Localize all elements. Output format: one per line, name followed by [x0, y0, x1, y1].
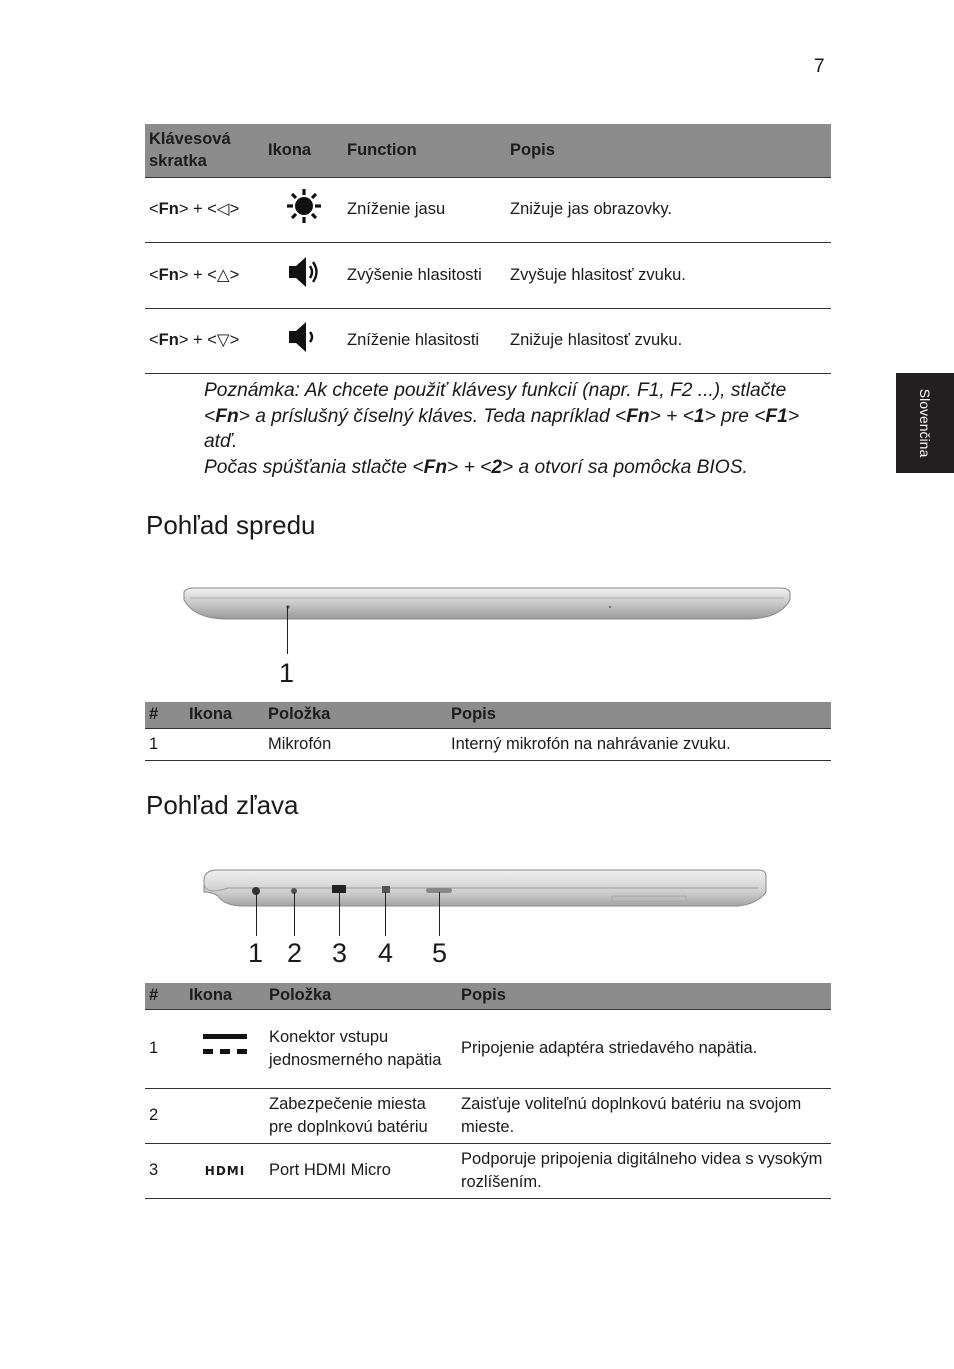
col-header: Klávesová skratka	[145, 124, 264, 177]
col-header: Položka	[264, 702, 447, 728]
description-cell: Podporuje pripojenia digitálneho videa s vysokým rozlíšením.	[457, 1143, 831, 1198]
col-header: Ikona	[264, 124, 343, 177]
callout-number: 2	[287, 938, 303, 968]
col-header: #	[145, 983, 185, 1009]
shortcut-cell: <Fn> + <◁>	[145, 177, 264, 242]
callout-number: 5	[432, 938, 448, 968]
table-row	[145, 728, 831, 760]
callout-line	[339, 892, 340, 936]
col-header: Ikona	[185, 983, 265, 1009]
brightness-down-icon	[284, 186, 324, 226]
callout-number: 3	[332, 938, 348, 968]
left-view-illustration	[198, 866, 770, 914]
callout-number: 1	[279, 658, 295, 688]
col-header: Popis	[506, 124, 831, 177]
language-tab	[896, 373, 954, 473]
description-cell: Znižuje jas obrazovky.	[506, 177, 831, 242]
callout-line	[256, 892, 257, 936]
function-cell: Zníženie jasu	[343, 177, 506, 242]
shortcut-cell: <Fn> + <▽>	[145, 308, 264, 373]
volume-down-icon	[284, 317, 324, 357]
table-row	[145, 177, 831, 242]
table-row	[145, 242, 831, 308]
function-cell: Zvýšenie hlasitosti	[343, 242, 506, 308]
left-view-title: Pohľad zľava	[146, 790, 299, 820]
callout-line	[287, 606, 288, 654]
dc-in-icon	[201, 1031, 249, 1059]
callout-number: 4	[378, 938, 394, 968]
page-number: 7	[814, 56, 825, 77]
description-cell: Interný mikrofón na nahrávanie zvuku.	[447, 728, 831, 760]
shortcut-cell: <Fn> + <△>	[145, 242, 264, 308]
front-view-illustration	[180, 586, 794, 626]
description-cell: Zaisťuje voliteľnú doplnkovú batériu na svojom mieste.	[457, 1088, 831, 1143]
fn-key-table	[145, 124, 831, 374]
col-header: Popis	[457, 983, 831, 1009]
row-number: 3	[145, 1143, 185, 1198]
description-cell: Znižuje hlasitosť zvuku.	[506, 308, 831, 373]
volume-up-icon	[284, 252, 324, 292]
item-cell: Mikrofón	[264, 728, 447, 760]
row-number: 1	[145, 728, 185, 760]
col-header: #	[145, 702, 185, 728]
item-cell: Zabezpečenie miesta pre doplnkovú batériu	[265, 1088, 457, 1143]
item-cell: Port HDMI Micro	[265, 1143, 457, 1198]
front-view-title: Pohľad spredu	[146, 510, 316, 540]
front-view-table	[145, 702, 831, 761]
description-cell: Pripojenie adaptéra striedavého napätia.	[457, 1009, 831, 1088]
function-cell: Zníženie hlasitosti	[343, 308, 506, 373]
col-header: Položka	[265, 983, 457, 1009]
note	[204, 378, 834, 480]
col-header: Function	[343, 124, 506, 177]
hdmi-icon: HDMI	[204, 1163, 246, 1178]
callout-line	[385, 892, 386, 936]
row-number: 2	[145, 1088, 185, 1143]
left-view-table	[145, 983, 831, 1199]
table-row	[145, 1009, 831, 1088]
note-line-2: Počas spúšťania stlačte <Fn> + <2> a otvorí sa pomôcka BIOS.	[204, 456, 748, 478]
description-cell: Zvyšuje hlasitosť zvuku.	[506, 242, 831, 308]
table-row	[145, 308, 831, 373]
item-cell: Konektor vstupu jednosmerného napätia	[265, 1009, 457, 1088]
callout-line	[294, 892, 295, 936]
table-row	[145, 1088, 831, 1143]
col-header: Ikona	[185, 702, 264, 728]
col-header: Popis	[447, 702, 831, 728]
language-tab-label: Slovenčina	[917, 388, 933, 458]
callout-number: 1	[248, 938, 264, 968]
table-row	[145, 1143, 831, 1198]
row-number: 1	[145, 1009, 185, 1088]
note-line-1: Poznámka: Ak chcete použiť klávesy funkcií (napr. F1, F2 ...), stlačte <Fn> a príslušný číselný kláves. Teda napríklad <Fn> + <1> pre <F1> atď.	[204, 380, 800, 452]
callout-line	[439, 892, 440, 936]
